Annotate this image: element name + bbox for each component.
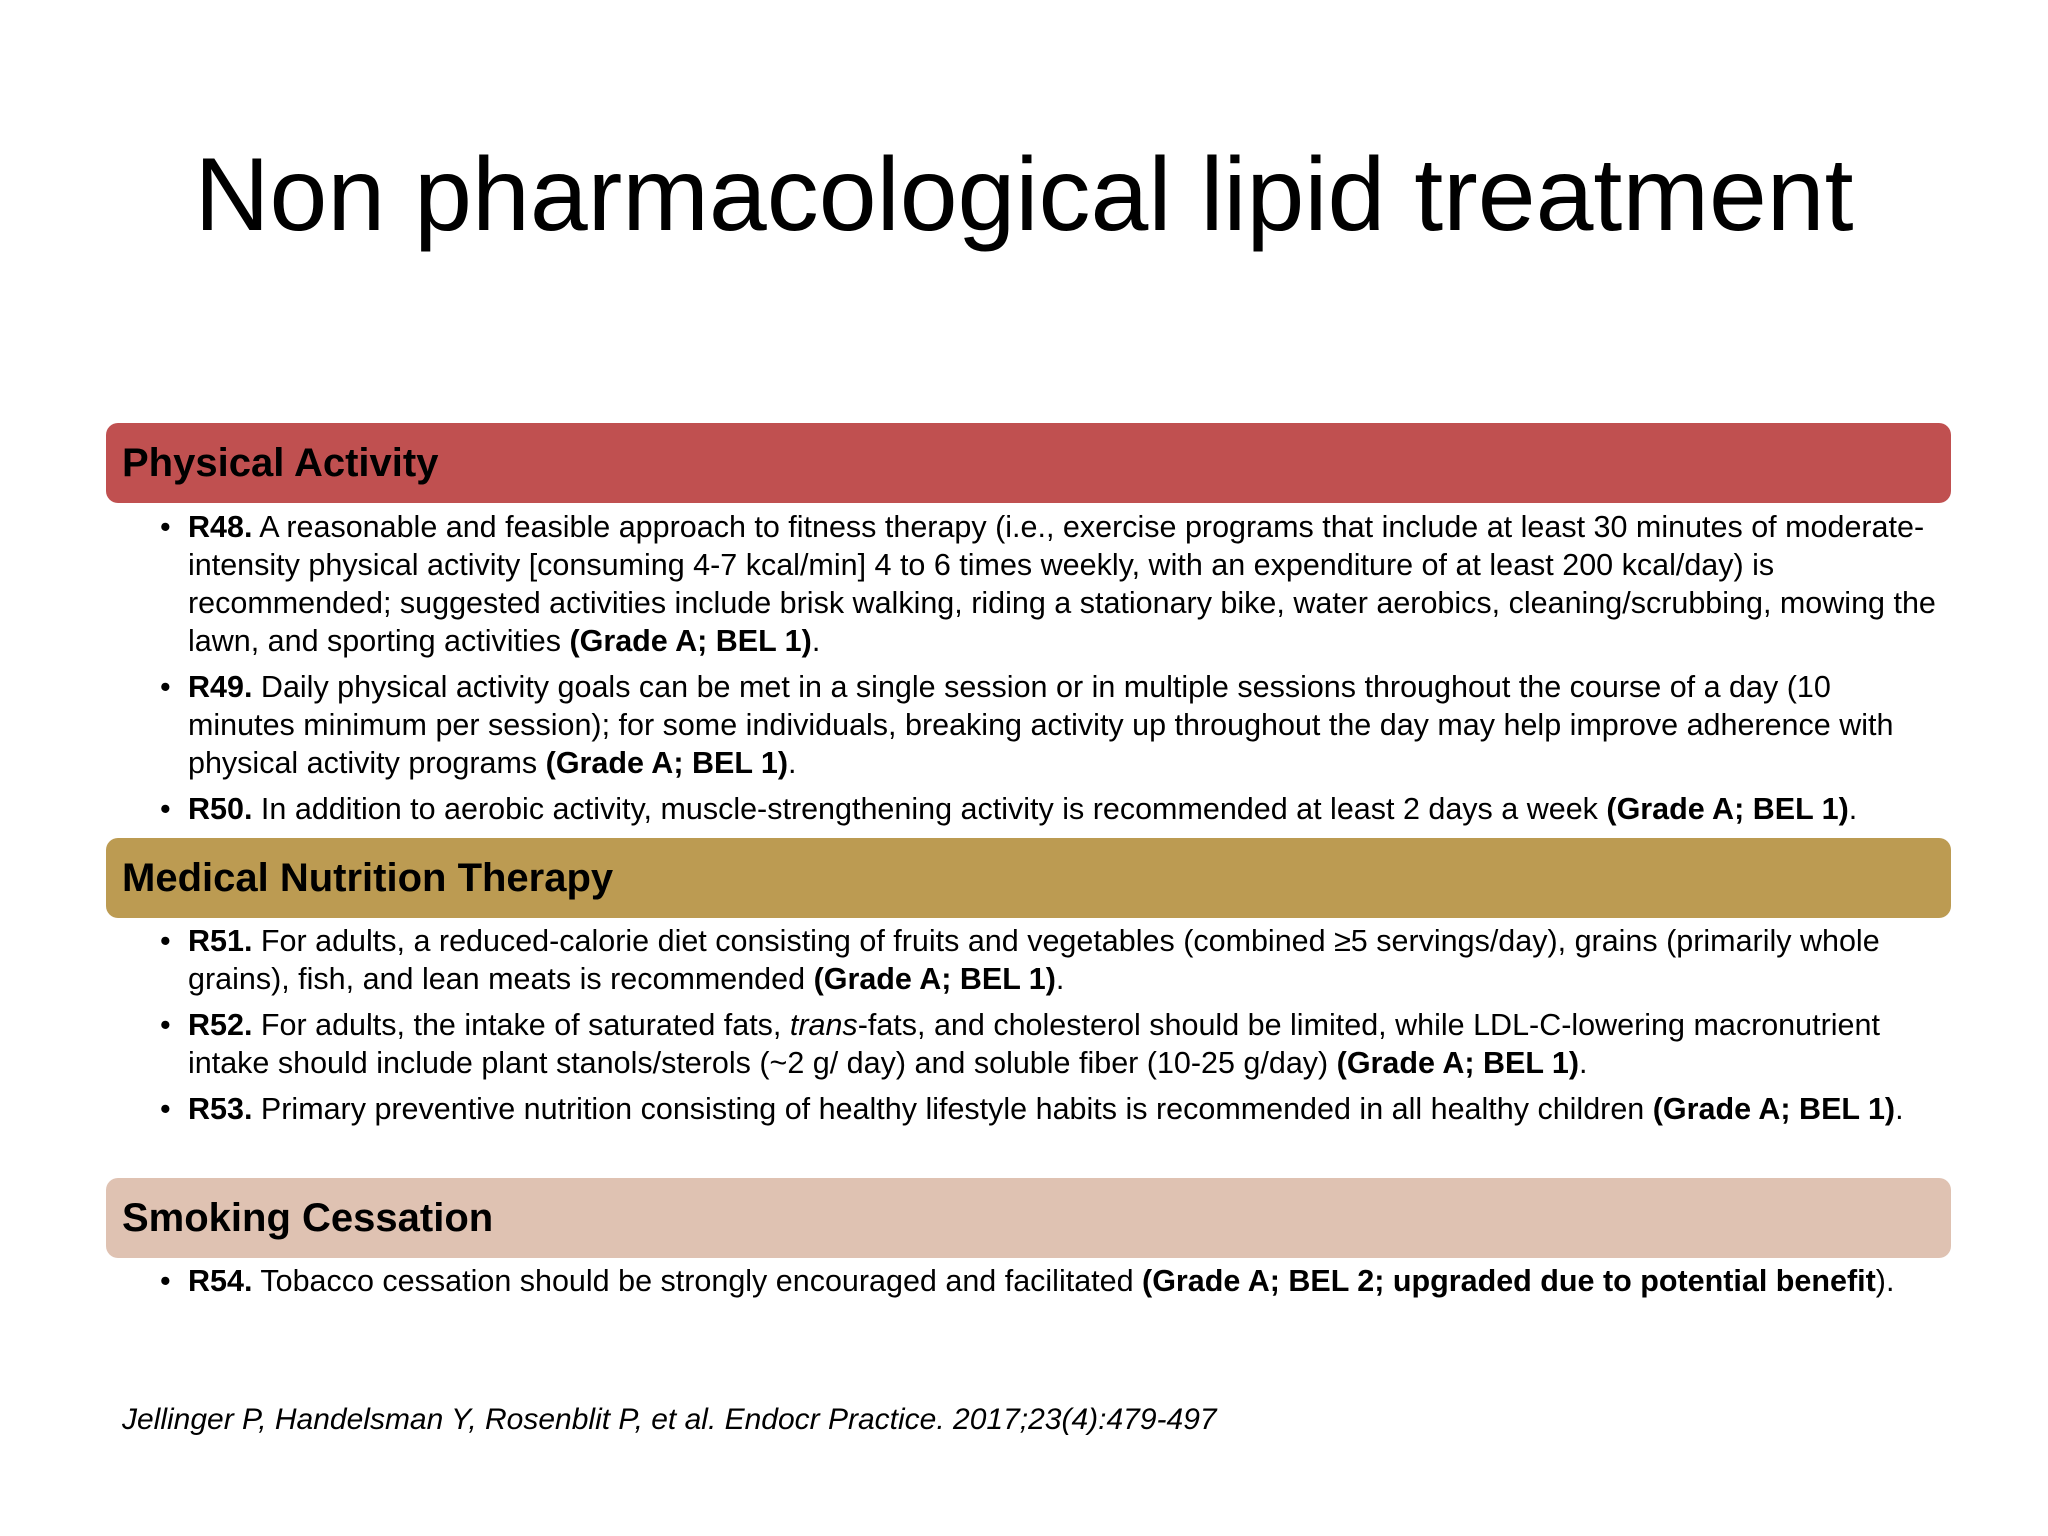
recommendation-id: R54.	[188, 1264, 253, 1298]
recommendation-end: .	[1579, 1046, 1588, 1080]
medical-nutrition-list	[160, 922, 1940, 1136]
recommendation-text: A reasonable and feasible approach to fitness therapy (i.e., exercise programs that include at least 30 minutes of moderate-intensity physical activity [consuming 4-7 kcal/min] 4 to 6 times weekly, with an expenditure of at least 200 kcal/day) is recommended; suggested activities include brisk walking, riding a stationary bike, water aerobics, cleaning/scrubbing, mowing the lawn, and sporting activities	[188, 510, 1936, 658]
smoking-cessation-list	[160, 1262, 1940, 1308]
recommendation-text: -fats, and cholesterol should be limited, while LDL-C-lowering macronutrient intake should include plant stanols/sterols (~2 g/ day) and soluble fiber (10-25 g/day)	[188, 1008, 1880, 1080]
recommendation-item	[160, 1262, 1940, 1300]
recommendation-item	[160, 790, 1940, 828]
bullet-icon: •	[160, 1264, 171, 1298]
recommendation-end: .	[1848, 792, 1858, 826]
recommendation-grade: (Grade A; BEL 1)	[1652, 1092, 1896, 1126]
recommendation-item	[160, 1006, 1940, 1082]
recommendation-text: Primary preventive nutrition consisting of healthy lifestyle habits is recommended in all healthy children	[252, 1092, 1653, 1126]
recommendation-text: For adults, the intake of saturated fats,	[252, 1008, 790, 1042]
recommendation-grade: (Grade A; BEL 1)	[1606, 792, 1849, 826]
recommendation-end: .	[811, 624, 821, 658]
recommendation-grade: (Grade A; BEL 1)	[569, 624, 812, 658]
recommendation-end: .	[1895, 1092, 1904, 1126]
bullet-icon: •	[160, 924, 171, 958]
section-header-medical-nutrition-therapy: Medical Nutrition Therapy	[106, 838, 1951, 918]
recommendation-id: R48.	[188, 510, 253, 544]
recommendation-end: .	[788, 746, 797, 780]
recommendation-item	[160, 922, 1940, 998]
recommendation-text: In addition to aerobic activity, muscle-strengthening activity is recommended at least 2 days a week	[252, 792, 1607, 826]
section-header-physical-activity: Physical Activity	[106, 423, 1951, 503]
recommendation-text: For adults, a reduced-calorie diet consisting of fruits and vegetables (combined ≥5 servings/day), grains (primarily whole grains), fish, and lean meats is recommended	[188, 924, 1880, 996]
recommendation-id: R51.	[188, 924, 253, 958]
recommendation-id: R49.	[188, 670, 253, 704]
slide-title: Non pharmacological lipid treatment	[194, 137, 1854, 253]
recommendation-italic-term: trans	[789, 1008, 858, 1042]
recommendation-grade: (Grade A; BEL 1)	[545, 746, 789, 780]
recommendation-end: ).	[1875, 1264, 1895, 1298]
bullet-icon: •	[160, 792, 171, 826]
recommendation-text: Daily physical activity goals can be met in a single session or in multiple sessions throughout the course of a day (10 minutes minimum per session); for some individuals, breaking activity up throughout the day may help improve adherence with physical activity programs	[188, 670, 1894, 780]
recommendation-grade: (Grade A; BEL 1)	[813, 962, 1056, 996]
recommendation-item	[160, 508, 1940, 660]
recommendation-text: Tobacco cessation should be strongly encouraged and facilitated	[252, 1264, 1143, 1298]
recommendation-item	[160, 1090, 1940, 1128]
section-header-smoking-cessation: Smoking Cessation	[106, 1178, 1951, 1258]
bullet-icon: •	[160, 670, 171, 704]
recommendation-grade: (Grade A; BEL 2; upgraded due to potential benefit	[1142, 1264, 1876, 1298]
bullet-icon: •	[160, 510, 171, 544]
bullet-icon: •	[160, 1008, 171, 1042]
recommendation-grade: (Grade A; BEL 1)	[1336, 1046, 1580, 1080]
bullet-icon: •	[160, 1092, 171, 1126]
recommendation-item	[160, 668, 1940, 782]
recommendation-end: .	[1055, 962, 1065, 996]
recommendation-id: R50.	[188, 792, 253, 826]
citation: Jellinger P, Handelsman Y, Rosenblit P, et al. Endocr Practice. 2017;23(4):479-497	[122, 1403, 1217, 1436]
physical-activity-list	[160, 508, 1940, 836]
recommendation-id: R53.	[188, 1092, 253, 1126]
recommendation-id: R52.	[188, 1008, 253, 1042]
